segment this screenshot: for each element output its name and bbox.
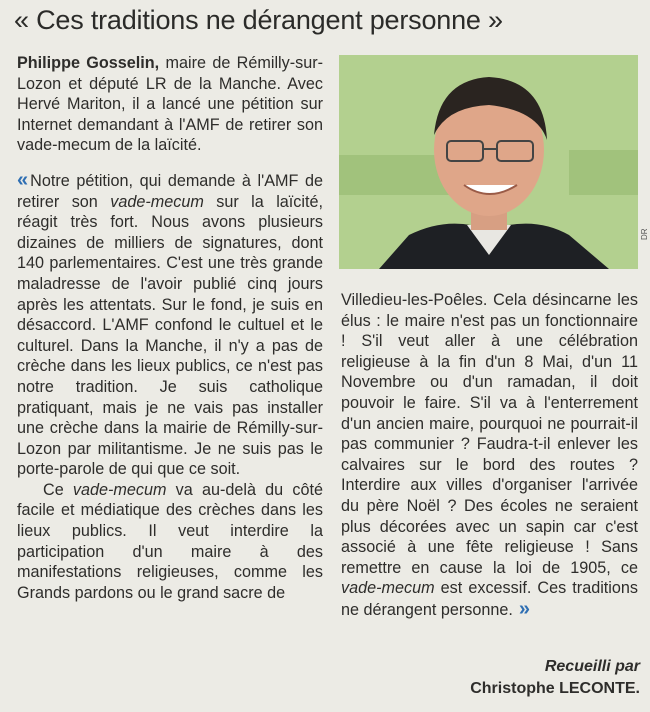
quote-emphasis: vade-mecum	[110, 192, 204, 211]
right-column	[341, 290, 638, 621]
quote-paragraph-2	[17, 480, 323, 604]
byline	[470, 656, 640, 700]
quote-text: va au-delà du côté facile et médiatique des crèches dans les lieux publics. Il veut interdire la participation d'un maire à des manifestations religieuses, comme les Grands pardons ou le grand sacre de	[17, 480, 323, 602]
intro-text: maire de Rémilly-sur-Lozon et député LR de la Manche. Avec Hervé Mariton, il a lancé une pétition sur Internet demandant à l'AMF de retirer son vade-mecum de la laïcité.	[17, 54, 323, 155]
quote-text: est excessif. Ces traditions ne dérangent personne.	[341, 579, 638, 619]
quote-emphasis: vade-mecum	[72, 480, 167, 499]
interviewee-name: Philippe Gosselin,	[17, 54, 160, 72]
quote-close-mark: »	[518, 597, 527, 620]
quote-text: sur la laïcité, réagit très fort. Nous avons plusieurs dizaines de milliers de signatures, dont 140 parlementaires. C'est une très grande maladresse de l'avoir publié cinq jours après les attentats. Sur le fond, je suis en désaccord. L'AMF confond le cultuel et le culturel. Dans la Manche, il n'y a pas de crèche dans les lieux publics, ce n'est pas notre tradition. Je suis catholique pratiquant, mais je ne vais pas installer une crèche dans la mairie de Rémilly-sur-Lozon par militantisme. Je ne suis pas le porte-parole de qui que ce soit.	[17, 192, 323, 479]
portrait-illustration	[339, 55, 638, 269]
headline: « Ces traditions ne dérangent personne »	[14, 5, 503, 35]
quote-paragraph-1	[17, 170, 323, 480]
intro-paragraph	[17, 53, 323, 156]
byline-author: Christophe LECONTE.	[470, 680, 640, 697]
photo-credit: DR	[640, 228, 649, 240]
quote-text: Villedieu-les-Poêles. Cela désincarne les élus : le maire n'est pas un fonctionnaire ! S'il veut aller à une célébration religieuse à la fin d'un 8 Mai, d'un 11 Novembre ou d'un ramadan, il doit pouvoir le faire. S'il va à l'enterrement d'un ancien maire, pourquoi ne pourrait-il pas communier ? Faudra-t-il enlever les calvaires sur le bord des routes ? Interdire aux villes d'organiser l'arrivée du père Noël ? Des écoles ne seraient plus décorées avec un sapin car c'est associé à une fête religieuse ! Sans remettre en cause la loi de 1905, ce	[341, 291, 638, 577]
left-column	[17, 53, 323, 603]
quote-paragraph-3	[341, 290, 638, 621]
quote-emphasis: vade-mecum	[341, 579, 435, 598]
quote-open-mark: «	[17, 168, 25, 191]
byline-role: Recueilli par	[544, 658, 640, 675]
quote-text: Notre pétition, qui demande à l'AMF de retirer son	[17, 171, 323, 211]
quote-text: Ce	[43, 480, 73, 499]
portrait-photo	[339, 55, 638, 269]
